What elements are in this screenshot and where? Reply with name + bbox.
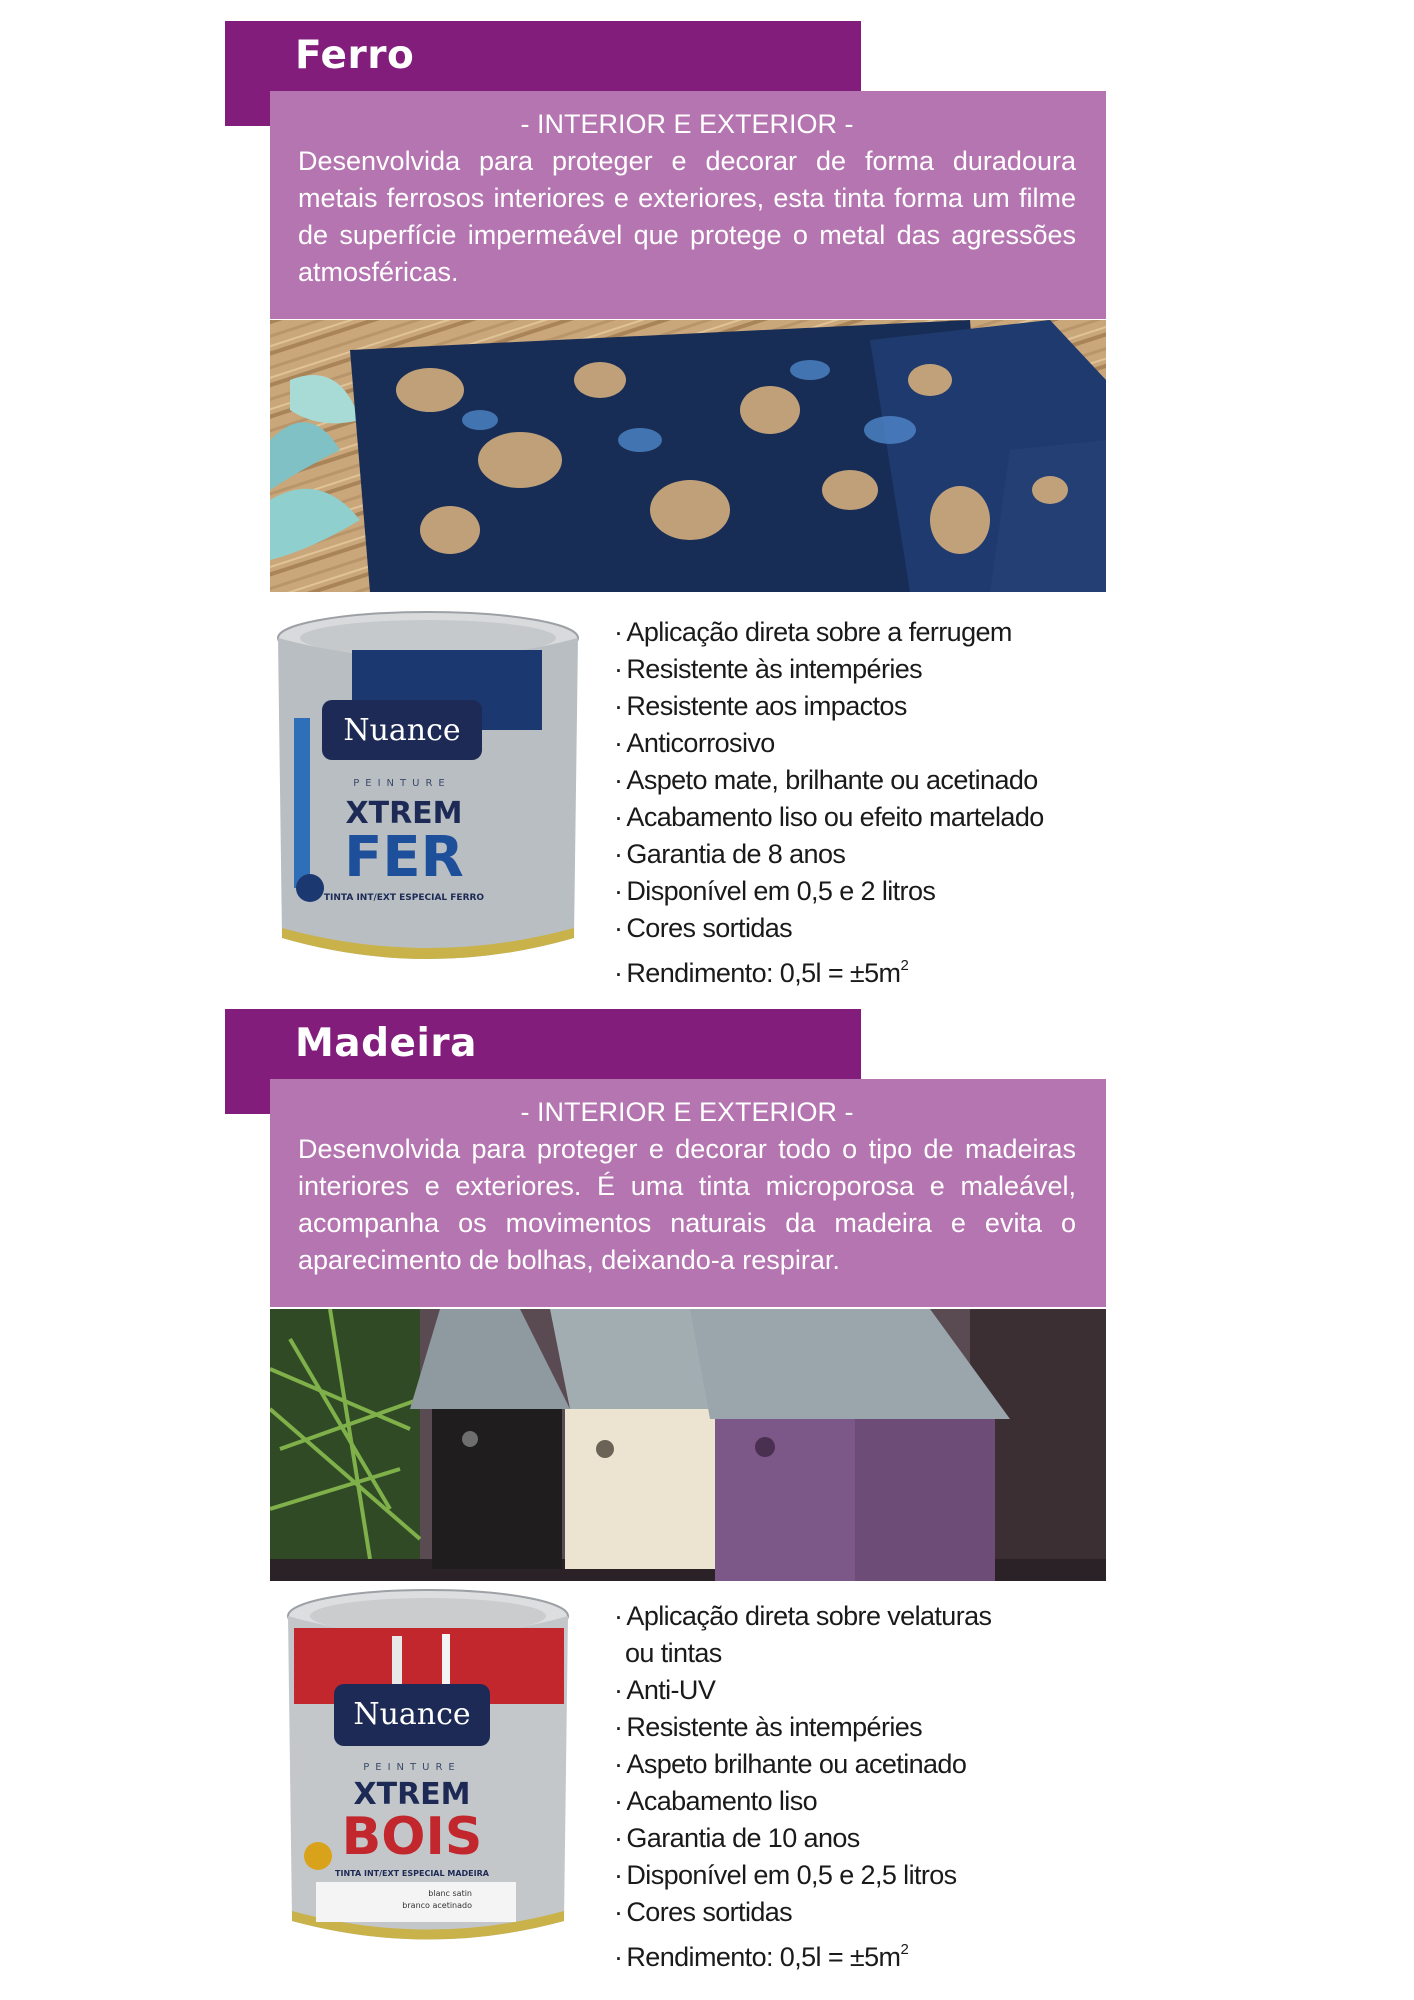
feature-item: · Resistente às intempéries [614, 654, 923, 684]
feature-list [614, 1598, 1114, 1976]
feature-item: · Rendimento: $0,5l = \pm 5m^2$ [614, 1941, 909, 1972]
can-label-line1: blanc satin [428, 1889, 472, 1898]
feature-item-continuation: ou tintas [625, 1638, 722, 1668]
superscript: 2 [900, 1941, 909, 1958]
feature-item: · Garantia de 10 anos [614, 1823, 860, 1853]
can-subtitle: TINTA INT/EXT ESPECIAL MADEIRA [335, 1869, 489, 1878]
can-label-line2: branco acetinado [402, 1901, 472, 1910]
can-subtitle: TINTA INT/EXT ESPECIAL FERRO [323, 893, 485, 903]
description-text: Desenvolvida para proteger e decorar todo o tipo de madeiras interiores e exteriores. É uma tinta microporosa e maleável, acompanha os movimentos naturais da madeira e evita o aparecimento de bolhas, deixando-a respirar. [298, 1134, 1076, 1275]
feature-list [614, 614, 1114, 992]
can-line: PEINTURE [353, 778, 451, 789]
feature-item: · Disponível em 0,5 e 2 litros [614, 876, 936, 906]
feature-item: · Cores sortidas [614, 1897, 793, 1927]
feature-item: · Anti-UV [614, 1675, 716, 1705]
superscript: 2 [900, 957, 909, 974]
section-title: Madeira [295, 1021, 477, 1066]
metal-furniture-photo [270, 320, 1106, 592]
feature-item: · Garantia de 8 anos [614, 839, 846, 869]
feature-item: · Resistente aos impactos [614, 691, 907, 721]
feature-item: · Rendimento: $0,5l = \pm 5m^2$ [614, 957, 909, 988]
feature-item: · Acabamento liso ou efeito martelado [614, 802, 1044, 832]
feature-item: · Aspeto mate, brilhante ou acetinado [614, 765, 1038, 795]
product-can-xtrem-fer [272, 608, 584, 980]
description-box [270, 91, 1106, 319]
can-name-bottom: BOIS [341, 1807, 483, 1867]
can-brand: Nuance [343, 713, 461, 748]
feature-item: · Cores sortidas [614, 913, 793, 943]
description-text: Desenvolvida para proteger e decorar de forma duradoura metais ferrosos interiores e exteriores, esta tinta forma um filme de superfície impermeável que protege o metal das agressões atmosféricas. [298, 146, 1076, 287]
can-name-top: XTREM [345, 796, 463, 831]
feature-item: · Anticorrosivo [614, 728, 775, 758]
birdhouses-photo [270, 1309, 1106, 1581]
feature-item: · Resistente às intempéries [614, 1712, 923, 1742]
feature-item: · Disponível em 0,5 e 2,5 litros [614, 1860, 957, 1890]
feature-item: · Aplicação direta sobre velaturas [614, 1601, 992, 1631]
can-name-top: XTREM [353, 1777, 471, 1812]
usage-tag: - INTERIOR E EXTERIOR - [520, 109, 854, 139]
feature-item: · Aplicação direta sobre a ferrugem [614, 617, 1012, 647]
section-title: Ferro [295, 33, 415, 78]
description-box [270, 1079, 1106, 1307]
can-line: PEINTURE [363, 1762, 461, 1773]
feature-item: · Aspeto brilhante ou acetinado [614, 1749, 967, 1779]
product-can-xtrem-bois [272, 1586, 584, 1958]
usage-tag: - INTERIOR E EXTERIOR - [520, 1097, 854, 1127]
feature-item: · Acabamento liso [614, 1786, 818, 1816]
can-brand: Nuance [353, 1697, 471, 1732]
can-name-bottom: FER [344, 825, 464, 890]
